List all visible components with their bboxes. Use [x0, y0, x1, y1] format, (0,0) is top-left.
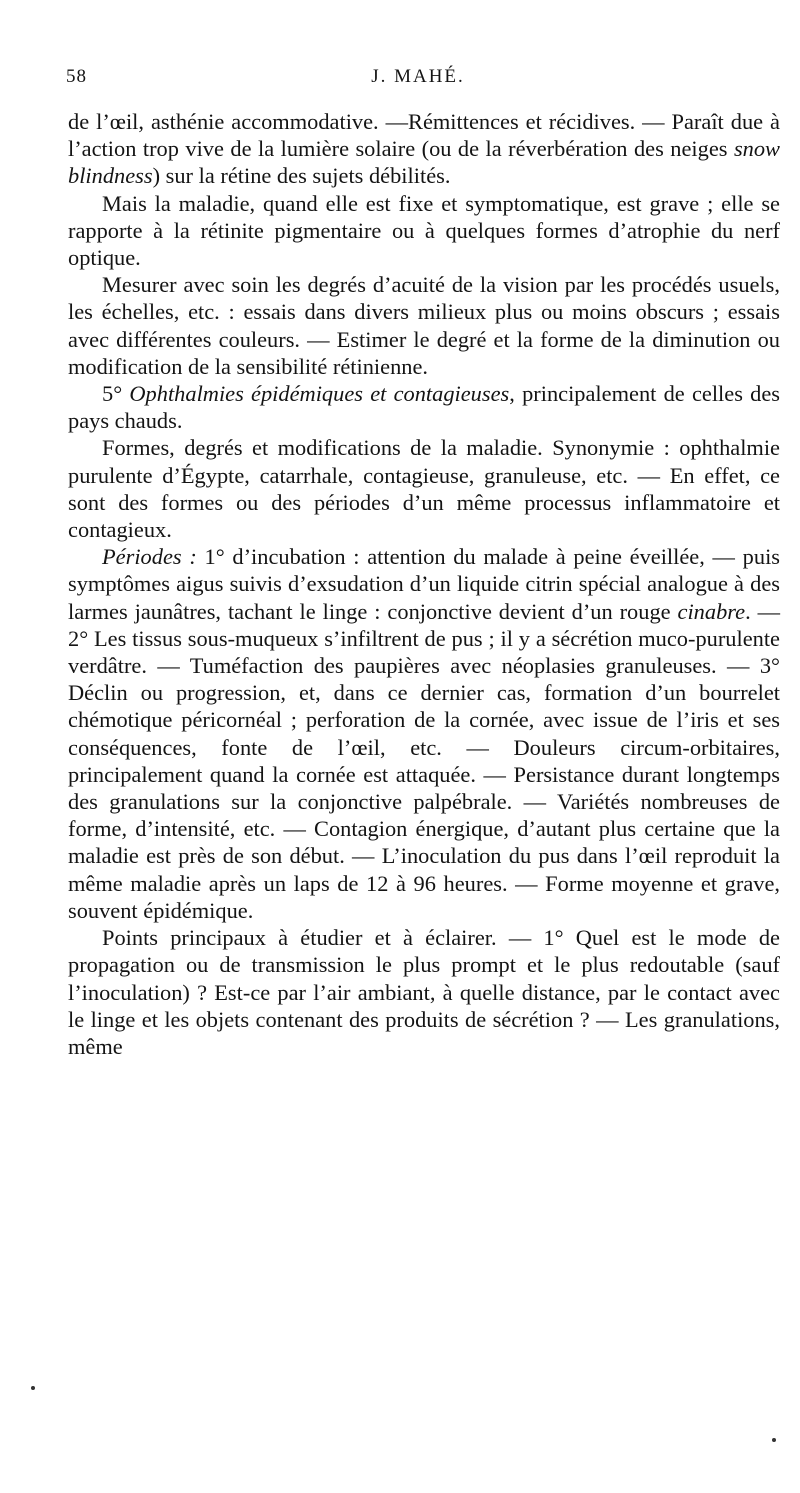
paragraph-6-text-a: 1° d’incubation : attention du malade à peine éveillée, — puis symptômes aigus suivis d’exsudation d’un liquide citrin spécial analogue à des larmes jaunâtres, tachant le linge : conjonctive devient d’un rouge: [68, 544, 780, 624]
paragraph-1-emphasis: snow blindness: [68, 136, 780, 189]
paragraph-4-number: 5°: [102, 381, 123, 407]
paragraph-4-heading: Ophthalmies épidémiques et contagieuses: [129, 381, 510, 407]
paragraph-6-text-b: . — 2° Les tissus sous-muqueux s’infiltrent de pus ; il y a sécrétion muco-purulente verdâtre. — Tuméfaction des paupières avec néoplasies granuleuses. — 3° Déclin ou progression, et, dans ce dernier cas, formation d’un bourrelet chémotique péricornéal ; perforation de la cornée, avec issue de l’iris et ses conséquences, fonte de l’œil, etc. — Douleurs circum-orbitaires, principalement quand la cornée est attaquée. — Persistance durant longtemps des granulations sur la conjonctive palpébrale. — Variétés nombreuses de forme, d’intensité, etc. — Contagion énergique, d’autant plus certaine que la maladie est près de son début. — L’inoculation du pus dans l’œil reproduit la même maladie après un laps de 12 à 96 heures. — Forme moyenne et grave, souvent épidémique.: [68, 598, 781, 923]
page-number: 58: [66, 66, 87, 87]
paragraph-3: Mesurer avec soin les degrés d’acuité de la vision par les procédés usuels, les échelles, etc. : essais dans divers milieux plus ou moins obscurs ; essais avec différentes couleurs. — Estimer le degré et la forme de la diminution ou modification de la sensibilité rétinienne.: [68, 272, 780, 379]
page-header: [66, 66, 770, 94]
paragraph-6-emphasis: cinabre: [677, 598, 746, 624]
print-speck: [772, 1438, 776, 1442]
body-text: [68, 108, 780, 1060]
paragraph-4: [68, 380, 780, 434]
paragraph-7: Points principaux à étudier et à éclairer. — 1° Quel est le mode de propagation ou de transmission le plus prompt et le plus redoutable (sauf l’inoculation) ? Est-ce par l’air ambiant, à quelle distance, par le contact avec le linge et les objets contenant des produits de sécrétion ? — Les granulations, même: [68, 925, 780, 1059]
paragraph-4-end: , principalement de celles des pays chauds.: [68, 381, 780, 434]
paragraph-6-label: Périodes :: [102, 544, 197, 570]
paragraph-5: Formes, degrés et modifications de la maladie. Synonymie : ophthalmie purulente d’Égypte, catarrhale, contagieuse, granuleuse, etc. — En effet, ce sont des formes ou des périodes d’un même processus inflammatoire et contagieux.: [68, 435, 780, 543]
paragraph-6: [68, 543, 780, 924]
paragraph-1-text: de l’œil, asthénie accommodative. —Rémittences et récidives. — Paraît due à l’action trop vive de la lumière solaire (ou de la réverbération des neiges: [68, 109, 780, 162]
print-speck: [31, 1386, 35, 1390]
paragraph-1: [68, 108, 780, 190]
paragraph-2: Mais la maladie, quand elle est fixe et symptomatique, est grave ; elle se rapporte à la rétinite pigmentaire ou à quelques formes d’atrophie du nerf optique.: [68, 190, 780, 271]
paragraph-1-end: ) sur la rétine des sujets débilités.: [152, 163, 451, 189]
running-head: J. MAHÉ.: [371, 66, 465, 87]
